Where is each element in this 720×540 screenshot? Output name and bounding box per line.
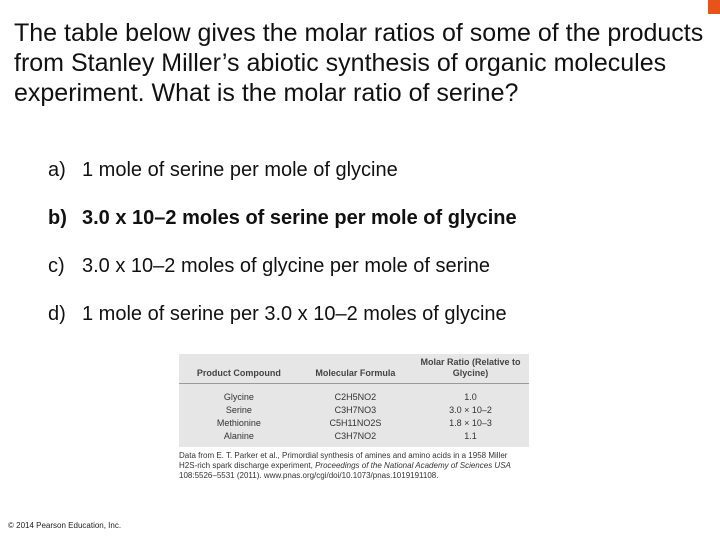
option-text: 3.0 x 10–2 moles of glycine per mole of serine: [82, 255, 490, 277]
option-text: 1 mole of serine per mole of glycine: [82, 159, 398, 181]
copyright-notice: © 2014 Pearson Education, Inc.: [8, 521, 122, 530]
ratio-cell: 1.1: [464, 431, 477, 441]
option-text: 1 mole of serine per 3.0 x 10–2 moles of glycine: [82, 303, 507, 325]
formula-cell: C5H11NO2S: [329, 418, 382, 428]
table-row: [179, 404, 529, 417]
table-row: [179, 417, 529, 430]
compound-cell: Serine: [225, 405, 252, 415]
source-prefix: Data from E. T. Parker et al., Primordial synthesis of amines and amino acids in a 1958 Miller H2S-rich spark discharge experiment,: [179, 451, 508, 470]
option-letter: a): [48, 159, 66, 181]
header-molecular-formula: Molecular Formula: [299, 354, 412, 384]
ratio-cell: 1.8 × 10–3: [449, 418, 492, 428]
ratio-cell: 3.0 × 10–2: [449, 405, 492, 415]
formula-cell: C3H7NO2: [334, 431, 377, 441]
option-b: [48, 202, 517, 250]
option-c: [48, 250, 517, 298]
table-row: [179, 384, 529, 405]
table-header-row: [179, 354, 529, 384]
option-letter: d): [48, 303, 66, 325]
source-suffix: 108:5526–5531 (2011). www.pnas.org/cgi/doi/10.1073/pnas.1019191108.: [179, 471, 439, 480]
source-journal: Proceedings of the National Academy of Sciences USA: [315, 461, 511, 470]
table-source-note: [179, 451, 519, 481]
compound-cell: Alanine: [223, 431, 254, 441]
molar-ratio-figure: [179, 354, 529, 481]
option-d: [48, 298, 517, 346]
header-product-compound: Product Compound: [179, 354, 299, 384]
ratio-cell: 1.0: [464, 392, 477, 402]
option-a: [48, 154, 517, 202]
answer-options: [48, 154, 517, 346]
option-letter: c): [48, 255, 65, 277]
compound-cell: Glycine: [223, 392, 254, 402]
question-text: The table below gives the molar ratios of some of the products from Stanley Miller’s abiotic synthesis of organic molecules experiment. What is the molar ratio of serine?: [14, 19, 704, 107]
formula-cell: C2H5NO2: [334, 392, 377, 402]
molar-ratio-table: [179, 354, 529, 447]
table-row: [179, 430, 529, 447]
option-letter: b): [48, 207, 67, 229]
formula-cell: C3H7NO3: [334, 405, 377, 415]
corner-accent-mark: [708, 0, 720, 14]
compound-cell: Methionine: [216, 418, 261, 428]
header-molar-ratio: Molar Ratio (Relative to Glycine): [412, 354, 529, 384]
option-text: 3.0 x 10–2 moles of serine per mole of glycine: [82, 207, 517, 229]
